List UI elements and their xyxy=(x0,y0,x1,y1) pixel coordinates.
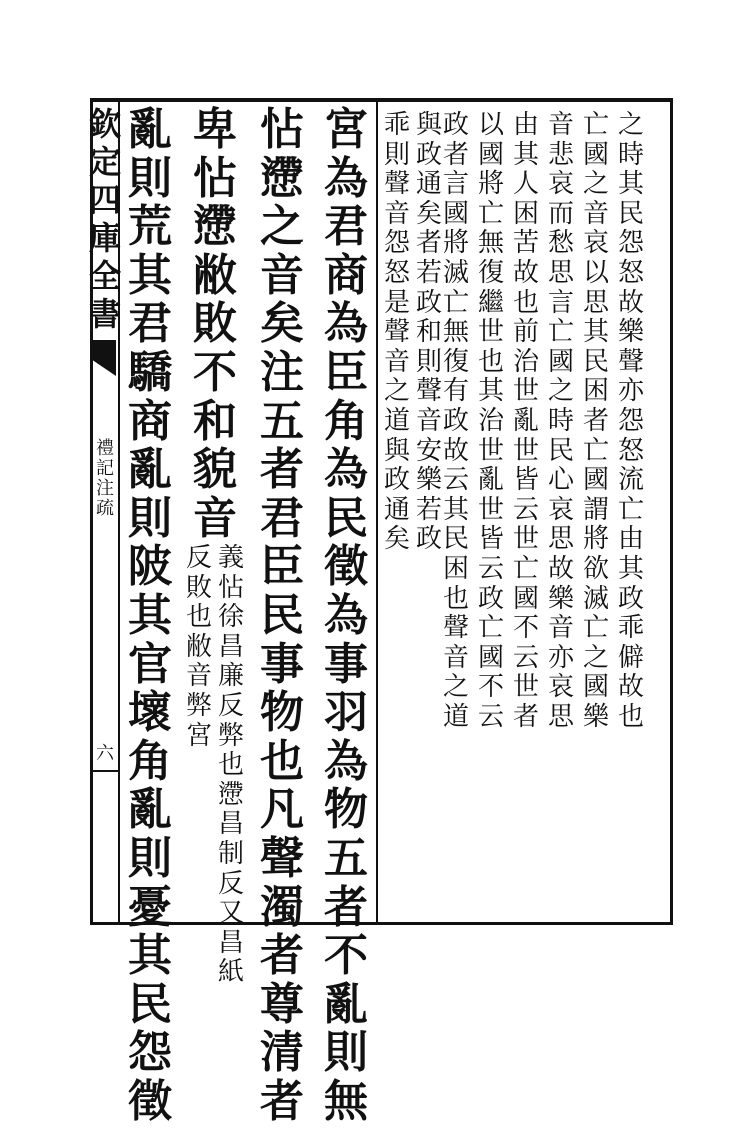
glyph: 怒 xyxy=(617,257,644,288)
glyph: 和 xyxy=(415,317,442,348)
glyph: 音 xyxy=(260,249,304,301)
glyph: 五 xyxy=(260,395,304,447)
glyph: 又 xyxy=(217,898,244,929)
glyph: 與 xyxy=(383,435,410,466)
glyph: 治 xyxy=(512,346,539,377)
glyph: 乖 xyxy=(383,110,410,140)
main-column-1 xyxy=(320,104,372,1128)
mixed-note-right xyxy=(216,545,246,989)
glyph: 時 xyxy=(617,139,644,170)
glyph: 徵 xyxy=(324,541,368,593)
glyph: 苦 xyxy=(512,228,539,259)
glyph: 庫 xyxy=(89,219,122,257)
glyph: 復 xyxy=(477,257,504,288)
glyph: 困 xyxy=(512,198,539,229)
glyph: 音 xyxy=(383,198,410,229)
glyph: 矣 xyxy=(260,298,304,350)
glyph: 昌 xyxy=(217,927,244,958)
glyph: 思 xyxy=(547,524,574,555)
glyph: 樂 xyxy=(582,701,609,732)
glyph: 敝 xyxy=(185,631,212,662)
glyph: 之 xyxy=(442,672,469,703)
glyph: 若 xyxy=(415,494,442,525)
glyph: 樂 xyxy=(617,317,644,348)
glyph: 哀 xyxy=(547,494,574,525)
section-title-text xyxy=(96,440,114,520)
glyph: 則 xyxy=(324,1027,368,1079)
glyph: 之 xyxy=(617,110,644,140)
glyph: 由 xyxy=(512,110,539,140)
glyph: 事 xyxy=(324,638,368,690)
glyph: 商 xyxy=(128,395,172,447)
glyph: 皆 xyxy=(512,465,539,496)
glyph: 以 xyxy=(582,257,609,288)
glyph: 憂 xyxy=(128,881,172,933)
glyph: 民 xyxy=(617,198,644,229)
commentary-column-2 xyxy=(579,112,613,733)
glyph: 政 xyxy=(442,110,469,140)
glyph: 昌 xyxy=(217,809,244,840)
glyph: 角 xyxy=(128,735,172,787)
glyph: 角 xyxy=(324,395,368,447)
glyph: 之 xyxy=(547,376,574,407)
glyph: 君 xyxy=(324,201,368,253)
glyph: 聲 xyxy=(383,317,410,348)
glyph: 云 xyxy=(477,701,504,732)
glyph: 亡 xyxy=(582,110,609,140)
glyph: 政 xyxy=(442,405,469,436)
glyph: 亂 xyxy=(128,784,172,836)
glyph: 驕 xyxy=(128,346,172,398)
glyph: 為 xyxy=(324,152,368,204)
glyph: 民 xyxy=(582,346,609,377)
glyph: 也 xyxy=(512,287,539,318)
glyph: 宮 xyxy=(324,104,368,155)
glyph: 商 xyxy=(324,249,368,301)
glyph: 其 xyxy=(128,930,172,982)
glyph: 者 xyxy=(260,444,304,496)
commentary-column-8 xyxy=(382,112,412,556)
glyph: 言 xyxy=(442,169,469,200)
glyph: 者 xyxy=(260,930,304,982)
glyph: 世 xyxy=(477,435,504,466)
glyph: 樂 xyxy=(547,583,574,614)
glyph: 怒 xyxy=(383,257,410,288)
glyph: 亡 xyxy=(582,435,609,466)
glyph: 不 xyxy=(477,672,504,703)
glyph: 國 xyxy=(442,198,469,229)
glyph: 困 xyxy=(442,553,469,584)
glyph: 為 xyxy=(324,444,368,496)
glyph: 其 xyxy=(617,169,644,200)
glyph: 亡 xyxy=(477,613,504,644)
glyph: 陂 xyxy=(128,541,172,593)
glyph: 亡 xyxy=(617,494,644,525)
glyph: 君 xyxy=(260,492,304,544)
glyph: 注 xyxy=(96,478,114,499)
glyph: 故 xyxy=(617,672,644,703)
commentary-column-5 xyxy=(474,112,508,733)
glyph: 哀 xyxy=(547,672,574,703)
glyph: 亦 xyxy=(547,642,574,673)
glyph: 也 xyxy=(442,583,469,614)
glyph: 若 xyxy=(415,257,442,288)
glyph: 則 xyxy=(128,832,172,884)
commentary-divider xyxy=(376,102,378,922)
glyph: 亡 xyxy=(547,317,574,348)
glyph: 云 xyxy=(442,465,469,496)
glyph: 音 xyxy=(185,661,212,692)
glyph: 聲 xyxy=(617,346,644,377)
glyph: 反 xyxy=(185,543,212,573)
glyph: 亂 xyxy=(512,405,539,436)
glyph: 貌 xyxy=(193,444,237,496)
glyph: 民 xyxy=(324,492,368,544)
glyph: 昌 xyxy=(217,631,244,662)
glyph: 物 xyxy=(324,784,368,836)
glyph: 道 xyxy=(442,701,469,732)
glyph: 國 xyxy=(512,583,539,614)
glyph: 安 xyxy=(415,435,442,466)
top-border xyxy=(90,98,673,102)
glyph: 怨 xyxy=(383,228,410,259)
glyph: 和 xyxy=(193,395,237,447)
glyph: 其 xyxy=(512,139,539,170)
glyph: 故 xyxy=(547,553,574,584)
glyph: 政 xyxy=(415,139,442,170)
glyph: 為 xyxy=(324,735,368,787)
glyph: 者 xyxy=(442,139,469,170)
glyph: 弊 xyxy=(217,720,244,751)
glyph: 則 xyxy=(128,492,172,544)
glyph: 政 xyxy=(383,465,410,496)
glyph: 怗 xyxy=(217,572,244,603)
glyph: 世 xyxy=(512,376,539,407)
glyph: 則 xyxy=(383,139,410,170)
glyph: 時 xyxy=(547,405,574,436)
glyph: 聲 xyxy=(415,376,442,407)
glyph: 矣 xyxy=(383,524,410,555)
glyph: 國 xyxy=(477,642,504,673)
glyph: 濁 xyxy=(260,881,304,933)
glyph: 者 xyxy=(324,881,368,933)
glyph: 反 xyxy=(217,868,244,899)
glyph: 注 xyxy=(260,346,304,398)
mixed-main-top xyxy=(189,104,241,545)
glyph: 國 xyxy=(547,346,574,377)
commentary-column-7 xyxy=(414,112,444,556)
right-border xyxy=(670,98,673,925)
glyph: 音 xyxy=(383,346,410,377)
glyph: 哀 xyxy=(582,228,609,259)
glyph: 復 xyxy=(442,346,469,377)
glyph: 世 xyxy=(512,435,539,466)
main-column-4 xyxy=(122,104,178,1128)
glyph: 政 xyxy=(415,287,442,318)
glyph: 思 xyxy=(547,257,574,288)
commentary-column-4 xyxy=(509,112,543,733)
glyph: 則 xyxy=(415,346,442,377)
glyph: 事 xyxy=(260,638,304,690)
glyph: 音 xyxy=(582,198,609,229)
glyph: 者 xyxy=(582,405,609,436)
glyph: 反 xyxy=(217,690,244,721)
glyph: 敝 xyxy=(193,249,237,301)
glyph: 音 xyxy=(547,110,574,140)
glyph: 怨 xyxy=(617,405,644,436)
glyph: 以 xyxy=(477,110,504,140)
glyph: 則 xyxy=(128,152,172,204)
page-number-text xyxy=(96,745,114,765)
glyph: 羽 xyxy=(324,687,368,739)
glyph: 清 xyxy=(260,1027,304,1079)
glyph: 官 xyxy=(128,638,172,690)
glyph: 國 xyxy=(477,139,504,170)
glyph: 之 xyxy=(383,376,410,407)
glyph: 書 xyxy=(89,295,122,333)
commentary-column-3 xyxy=(544,112,578,733)
glyph: 將 xyxy=(582,524,609,555)
glyph: 怨 xyxy=(128,1027,172,1079)
glyph: 亂 xyxy=(324,978,368,1030)
book-title xyxy=(89,105,122,336)
glyph: 不 xyxy=(193,346,237,398)
glyph: 懘 xyxy=(260,152,304,204)
glyph: 云 xyxy=(477,553,504,584)
section-title xyxy=(92,440,118,520)
glyph: 悲 xyxy=(547,139,574,170)
glyph: 凡 xyxy=(260,784,304,836)
glyph: 廉 xyxy=(217,661,244,692)
glyph: 亂 xyxy=(128,444,172,496)
glyph: 將 xyxy=(442,228,469,259)
glyph: 敗 xyxy=(193,298,237,350)
glyph: 疏 xyxy=(96,498,114,519)
glyph: 通 xyxy=(383,494,410,525)
glyph: 有 xyxy=(442,376,469,407)
glyph: 之 xyxy=(260,201,304,253)
glyph: 困 xyxy=(582,376,609,407)
glyph: 者 xyxy=(260,1075,304,1127)
glyph: 也 xyxy=(185,602,212,633)
glyph: 懘 xyxy=(217,779,244,810)
glyph: 者 xyxy=(512,701,539,732)
glyph: 云 xyxy=(512,494,539,525)
glyph: 音 xyxy=(442,642,469,673)
glyph: 亡 xyxy=(582,613,609,644)
glyph: 宮 xyxy=(185,720,212,751)
glyph: 臣 xyxy=(324,346,368,398)
glyph: 滅 xyxy=(582,583,609,614)
glyph: 也 xyxy=(217,750,244,781)
glyph: 世 xyxy=(477,317,504,348)
glyph: 怨 xyxy=(617,228,644,259)
glyph: 臣 xyxy=(260,541,304,593)
glyph: 僻 xyxy=(617,642,644,673)
glyph: 怗 xyxy=(260,104,304,155)
glyph: 也 xyxy=(477,346,504,377)
glyph: 敗 xyxy=(185,572,212,603)
glyph: 其 xyxy=(128,589,172,641)
glyph: 道 xyxy=(383,405,410,436)
glyph: 義 xyxy=(217,543,244,573)
glyph: 懘 xyxy=(193,201,237,253)
glyph: 政 xyxy=(617,583,644,614)
glyph: 通 xyxy=(415,169,442,200)
glyph: 亡 xyxy=(512,553,539,584)
glyph: 思 xyxy=(582,287,609,318)
glyph: 愁 xyxy=(547,228,574,259)
glyph: 國 xyxy=(582,672,609,703)
glyph: 矣 xyxy=(415,198,442,229)
glyph: 定 xyxy=(89,143,122,181)
glyph: 而 xyxy=(547,198,574,229)
glyph: 亦 xyxy=(617,376,644,407)
glyph: 政 xyxy=(477,583,504,614)
margin-fishtail-mark xyxy=(92,340,116,376)
glyph: 也 xyxy=(617,701,644,732)
glyph: 亂 xyxy=(128,104,172,155)
glyph: 由 xyxy=(617,524,644,555)
glyph: 聲 xyxy=(442,613,469,644)
glyph: 全 xyxy=(89,257,122,295)
glyph: 也 xyxy=(260,735,304,787)
glyph: 故 xyxy=(512,257,539,288)
glyph: 卑 xyxy=(193,104,237,155)
glyph: 者 xyxy=(415,228,442,259)
glyph: 民 xyxy=(128,978,172,1030)
glyph: 國 xyxy=(582,139,609,170)
glyph: 音 xyxy=(193,492,237,544)
glyph: 制 xyxy=(217,838,244,869)
glyph: 民 xyxy=(547,435,574,466)
glyph: 是 xyxy=(383,287,410,318)
commentary-column-6 xyxy=(439,112,473,733)
glyph: 怗 xyxy=(193,152,237,204)
glyph: 流 xyxy=(617,465,644,496)
mixed-note-left xyxy=(184,545,214,752)
glyph: 世 xyxy=(477,494,504,525)
glyph: 世 xyxy=(512,524,539,555)
glyph: 荒 xyxy=(128,201,172,253)
glyph: 民 xyxy=(442,524,469,555)
glyph: 之 xyxy=(582,169,609,200)
glyph: 五 xyxy=(324,832,368,884)
glyph: 其 xyxy=(617,553,644,584)
glyph: 前 xyxy=(512,317,539,348)
glyph: 其 xyxy=(128,249,172,301)
glyph: 為 xyxy=(324,298,368,350)
glyph: 音 xyxy=(415,405,442,436)
glyph: 皆 xyxy=(477,524,504,555)
glyph: 四 xyxy=(89,181,122,219)
glyph: 之 xyxy=(582,642,609,673)
glyph: 云 xyxy=(512,642,539,673)
glyph: 欽 xyxy=(89,105,122,143)
page-number-rule xyxy=(93,770,118,772)
glyph: 徵 xyxy=(128,1075,172,1127)
glyph: 紙 xyxy=(217,957,244,988)
glyph: 政 xyxy=(415,524,442,555)
glyph: 聲 xyxy=(260,832,304,884)
glyph: 壞 xyxy=(128,687,172,739)
glyph: 言 xyxy=(547,287,574,318)
glyph: 故 xyxy=(617,287,644,318)
book-title-text xyxy=(89,105,122,336)
glyph: 為 xyxy=(324,589,368,641)
glyph: 其 xyxy=(442,494,469,525)
glyph: 禮 xyxy=(96,438,114,459)
glyph: 聲 xyxy=(383,169,410,200)
page-number xyxy=(92,745,118,765)
glyph: 六 xyxy=(96,743,114,764)
glyph: 樂 xyxy=(415,465,442,496)
glyph: 物 xyxy=(260,687,304,739)
glyph: 國 xyxy=(582,465,609,496)
glyph: 乖 xyxy=(617,613,644,644)
glyph: 無 xyxy=(442,317,469,348)
mixed-column xyxy=(182,104,248,988)
glyph: 其 xyxy=(582,317,609,348)
glyph: 不 xyxy=(512,613,539,644)
glyph: 徐 xyxy=(217,602,244,633)
glyph: 謂 xyxy=(582,494,609,525)
glyph: 君 xyxy=(128,298,172,350)
glyph: 不 xyxy=(324,930,368,982)
glyph: 哀 xyxy=(547,169,574,200)
glyph: 記 xyxy=(96,458,114,479)
glyph: 弊 xyxy=(185,690,212,721)
glyph: 亡 xyxy=(477,198,504,229)
glyph: 音 xyxy=(547,613,574,644)
glyph: 尊 xyxy=(260,978,304,1030)
glyph: 亂 xyxy=(477,465,504,496)
commentary-column-1 xyxy=(614,112,648,733)
main-column-2 xyxy=(256,104,308,1128)
glyph: 世 xyxy=(512,672,539,703)
glyph: 其 xyxy=(477,376,504,407)
glyph: 亡 xyxy=(442,287,469,318)
glyph: 治 xyxy=(477,405,504,436)
glyph: 思 xyxy=(547,701,574,732)
glyph: 無 xyxy=(477,228,504,259)
glyph: 心 xyxy=(547,465,574,496)
glyph: 欲 xyxy=(582,553,609,584)
glyph: 將 xyxy=(477,169,504,200)
glyph: 人 xyxy=(512,169,539,200)
glyph: 繼 xyxy=(477,287,504,318)
glyph: 民 xyxy=(260,589,304,641)
glyph: 怒 xyxy=(617,435,644,466)
glyph: 滅 xyxy=(442,257,469,288)
glyph: 故 xyxy=(442,435,469,466)
glyph: 與 xyxy=(415,110,442,140)
glyph: 無 xyxy=(324,1075,368,1127)
